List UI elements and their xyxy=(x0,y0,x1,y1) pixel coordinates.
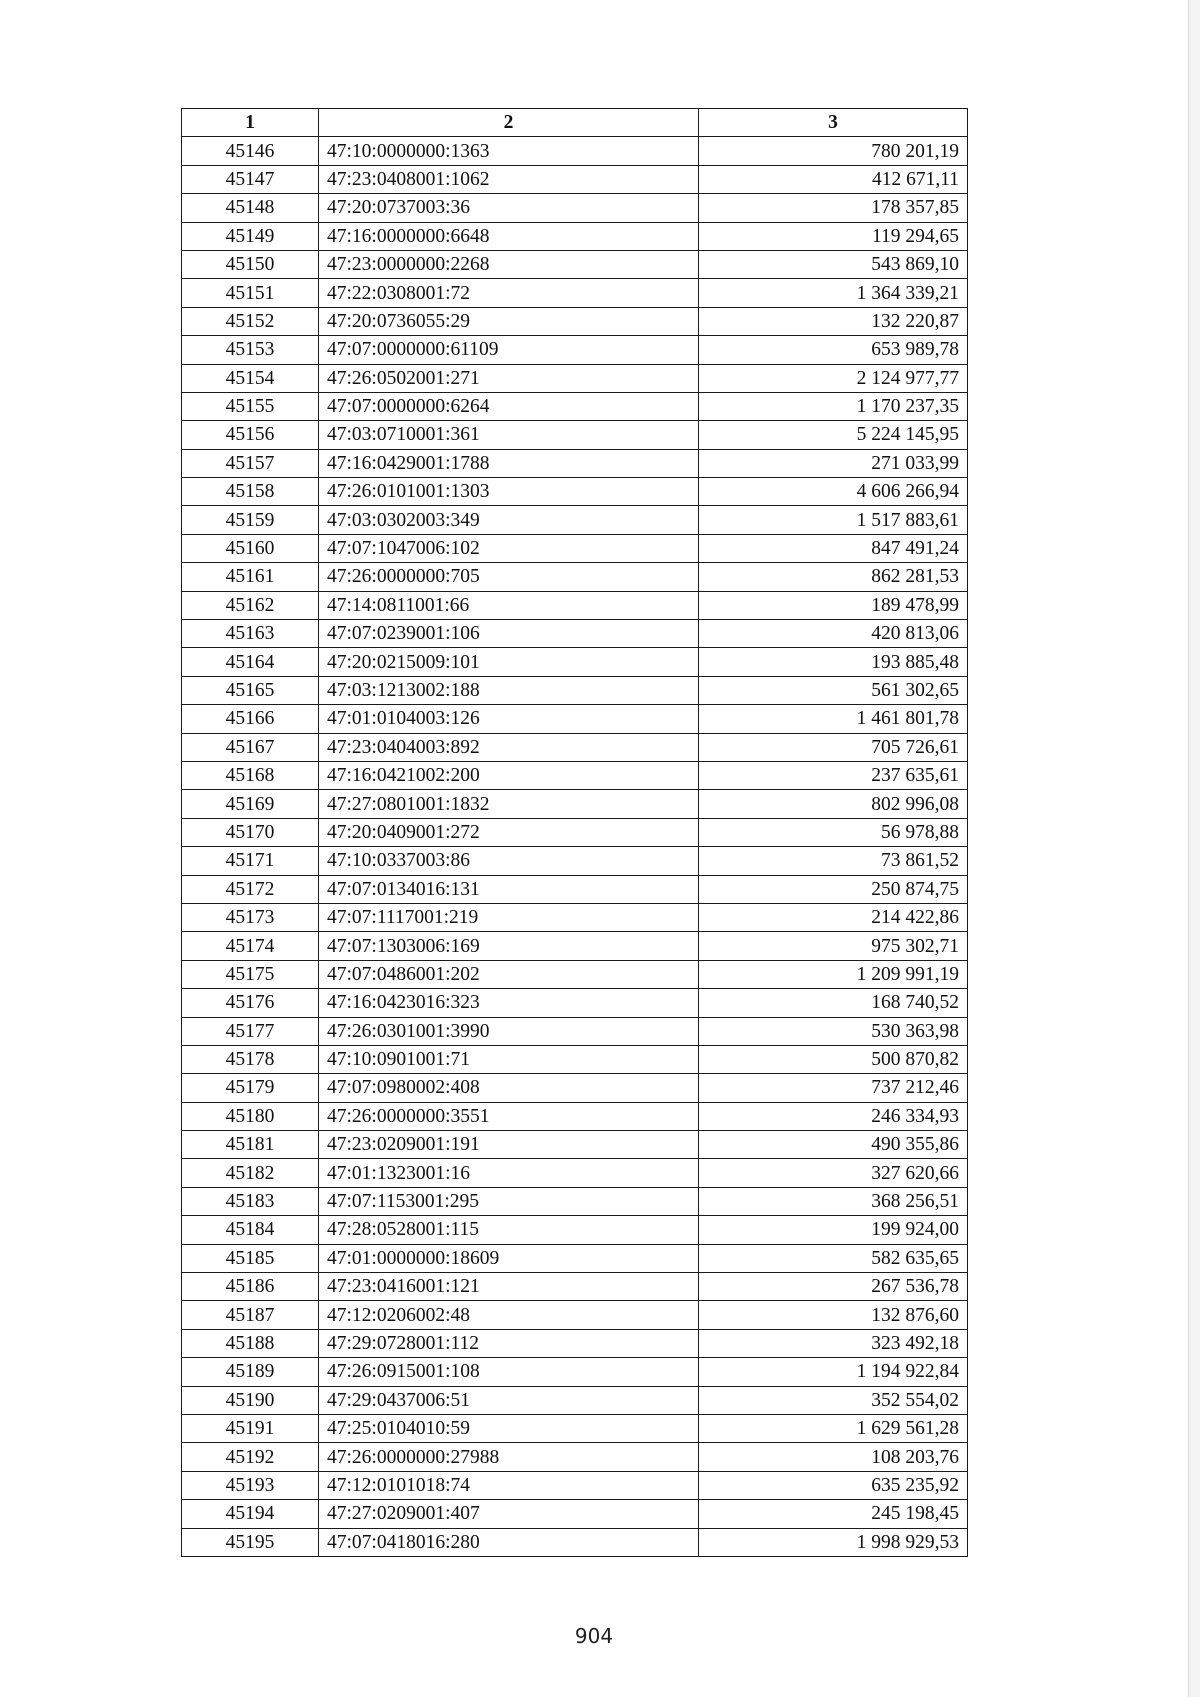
cadastral-number-cell: 47:27:0209001:407 xyxy=(319,1500,699,1528)
cadastral-number-cell: 47:29:0728001:112 xyxy=(319,1329,699,1357)
row-number-cell: 45175 xyxy=(182,960,319,988)
value-cell: 246 334,93 xyxy=(699,1102,968,1130)
cadastral-number-cell: 47:07:1303006:169 xyxy=(319,932,699,960)
table-row xyxy=(182,620,968,648)
value-cell: 1 998 929,53 xyxy=(699,1528,968,1556)
value-cell: 178 357,85 xyxy=(699,194,968,222)
cadastral-number-cell: 47:23:0408001:1062 xyxy=(319,165,699,193)
table-row xyxy=(182,1187,968,1215)
table-body xyxy=(182,137,968,1557)
data-table xyxy=(181,108,968,1557)
table-row xyxy=(182,1017,968,1045)
table-row xyxy=(182,989,968,1017)
cadastral-number-cell: 47:23:0000000:2268 xyxy=(319,250,699,278)
table-row xyxy=(182,1102,968,1130)
table-row xyxy=(182,705,968,733)
row-number-cell: 45182 xyxy=(182,1159,319,1187)
value-cell: 2 124 977,77 xyxy=(699,364,968,392)
value-cell: 368 256,51 xyxy=(699,1187,968,1215)
cadastral-number-cell: 47:14:0811001:66 xyxy=(319,591,699,619)
value-cell: 737 212,46 xyxy=(699,1074,968,1102)
value-cell: 1 461 801,78 xyxy=(699,705,968,733)
table-row xyxy=(182,421,968,449)
value-cell: 245 198,45 xyxy=(699,1500,968,1528)
cadastral-number-cell: 47:07:1153001:295 xyxy=(319,1187,699,1215)
table-row xyxy=(182,534,968,562)
row-number-cell: 45166 xyxy=(182,705,319,733)
column-header-1: 1 xyxy=(182,109,319,137)
table-row xyxy=(182,761,968,789)
table-row xyxy=(182,1358,968,1386)
table-row xyxy=(182,648,968,676)
cadastral-number-cell: 47:23:0416001:121 xyxy=(319,1273,699,1301)
table-row xyxy=(182,1159,968,1187)
value-cell: 327 620,66 xyxy=(699,1159,968,1187)
cadastral-number-cell: 47:26:0000000:705 xyxy=(319,563,699,591)
cadastral-number-cell: 47:20:0737003:36 xyxy=(319,194,699,222)
row-number-cell: 45179 xyxy=(182,1074,319,1102)
table-row xyxy=(182,1500,968,1528)
cadastral-number-cell: 47:20:0736055:29 xyxy=(319,307,699,335)
table-row xyxy=(182,1074,968,1102)
table-row xyxy=(182,847,968,875)
row-number-cell: 45161 xyxy=(182,563,319,591)
cadastral-number-cell: 47:25:0104010:59 xyxy=(319,1414,699,1442)
value-cell: 132 876,60 xyxy=(699,1301,968,1329)
value-cell: 490 355,86 xyxy=(699,1131,968,1159)
row-number-cell: 45167 xyxy=(182,733,319,761)
table-row xyxy=(182,1471,968,1499)
table-row xyxy=(182,1386,968,1414)
row-number-cell: 45172 xyxy=(182,875,319,903)
cadastral-number-cell: 47:10:0000000:1363 xyxy=(319,137,699,165)
table-row xyxy=(182,279,968,307)
value-cell: 582 635,65 xyxy=(699,1244,968,1272)
table-row xyxy=(182,222,968,250)
value-cell: 1 517 883,61 xyxy=(699,506,968,534)
table-row xyxy=(182,392,968,420)
table-row xyxy=(182,1414,968,1442)
table-row xyxy=(182,364,968,392)
row-number-cell: 45163 xyxy=(182,620,319,648)
table-row xyxy=(182,165,968,193)
row-number-cell: 45149 xyxy=(182,222,319,250)
table-row xyxy=(182,478,968,506)
page-number: 904 xyxy=(574,1624,614,1648)
value-cell: 1 170 237,35 xyxy=(699,392,968,420)
cadastral-number-cell: 47:07:0239001:106 xyxy=(319,620,699,648)
row-number-cell: 45171 xyxy=(182,847,319,875)
value-cell: 1 209 991,19 xyxy=(699,960,968,988)
value-cell: 132 220,87 xyxy=(699,307,968,335)
table-row xyxy=(182,250,968,278)
cadastral-number-cell: 47:03:1213002:188 xyxy=(319,676,699,704)
table-row xyxy=(182,563,968,591)
cadastral-number-cell: 47:12:0101018:74 xyxy=(319,1471,699,1499)
value-cell: 119 294,65 xyxy=(699,222,968,250)
row-number-cell: 45188 xyxy=(182,1329,319,1357)
row-number-cell: 45158 xyxy=(182,478,319,506)
value-cell: 862 281,53 xyxy=(699,563,968,591)
table-row xyxy=(182,1528,968,1556)
table-row xyxy=(182,1443,968,1471)
table-row xyxy=(182,903,968,931)
value-cell: 653 989,78 xyxy=(699,336,968,364)
row-number-cell: 45187 xyxy=(182,1301,319,1329)
row-number-cell: 45185 xyxy=(182,1244,319,1272)
table-row xyxy=(182,1329,968,1357)
row-number-cell: 45157 xyxy=(182,449,319,477)
row-number-cell: 45146 xyxy=(182,137,319,165)
row-number-cell: 45194 xyxy=(182,1500,319,1528)
row-number-cell: 45170 xyxy=(182,818,319,846)
cadastral-number-cell: 47:03:0710001:361 xyxy=(319,421,699,449)
cadastral-number-cell: 47:01:0104003:126 xyxy=(319,705,699,733)
vertical-scrollbar[interactable] xyxy=(1188,0,1200,1697)
value-cell: 802 996,08 xyxy=(699,790,968,818)
cadastral-number-cell: 47:07:0000000:6264 xyxy=(319,392,699,420)
row-number-cell: 45164 xyxy=(182,648,319,676)
column-header-2: 2 xyxy=(319,109,699,137)
cadastral-number-cell: 47:16:0429001:1788 xyxy=(319,449,699,477)
cadastral-number-cell: 47:07:1047006:102 xyxy=(319,534,699,562)
cadastral-number-cell: 47:26:0915001:108 xyxy=(319,1358,699,1386)
row-number-cell: 45177 xyxy=(182,1017,319,1045)
table-row xyxy=(182,1301,968,1329)
value-cell: 199 924,00 xyxy=(699,1216,968,1244)
value-cell: 1 364 339,21 xyxy=(699,279,968,307)
row-number-cell: 45176 xyxy=(182,989,319,1017)
row-number-cell: 45168 xyxy=(182,761,319,789)
row-number-cell: 45154 xyxy=(182,364,319,392)
value-cell: 237 635,61 xyxy=(699,761,968,789)
table-row xyxy=(182,449,968,477)
row-number-cell: 45184 xyxy=(182,1216,319,1244)
value-cell: 530 363,98 xyxy=(699,1017,968,1045)
cadastral-number-cell: 47:07:0134016:131 xyxy=(319,875,699,903)
row-number-cell: 45155 xyxy=(182,392,319,420)
value-cell: 108 203,76 xyxy=(699,1443,968,1471)
cadastral-number-cell: 47:23:0404003:892 xyxy=(319,733,699,761)
value-cell: 705 726,61 xyxy=(699,733,968,761)
cadastral-number-cell: 47:23:0209001:191 xyxy=(319,1131,699,1159)
table-row xyxy=(182,591,968,619)
cadastral-number-cell: 47:16:0423016:323 xyxy=(319,989,699,1017)
table-row xyxy=(182,137,968,165)
value-cell: 168 740,52 xyxy=(699,989,968,1017)
cadastral-number-cell: 47:26:0101001:1303 xyxy=(319,478,699,506)
table-row xyxy=(182,960,968,988)
row-number-cell: 45181 xyxy=(182,1131,319,1159)
table-header-row xyxy=(182,109,968,137)
cadastral-number-cell: 47:03:0302003:349 xyxy=(319,506,699,534)
cadastral-number-cell: 47:07:0486001:202 xyxy=(319,960,699,988)
row-number-cell: 45193 xyxy=(182,1471,319,1499)
cadastral-number-cell: 47:26:0000000:3551 xyxy=(319,1102,699,1130)
value-cell: 323 492,18 xyxy=(699,1329,968,1357)
table-row xyxy=(182,818,968,846)
row-number-cell: 45186 xyxy=(182,1273,319,1301)
cadastral-number-cell: 47:10:0337003:86 xyxy=(319,847,699,875)
value-cell: 250 874,75 xyxy=(699,875,968,903)
row-number-cell: 45169 xyxy=(182,790,319,818)
row-number-cell: 45160 xyxy=(182,534,319,562)
cadastral-number-cell: 47:20:0409001:272 xyxy=(319,818,699,846)
row-number-cell: 45148 xyxy=(182,194,319,222)
table-row xyxy=(182,506,968,534)
value-cell: 5 224 145,95 xyxy=(699,421,968,449)
value-cell: 847 491,24 xyxy=(699,534,968,562)
cadastral-number-cell: 47:16:0421002:200 xyxy=(319,761,699,789)
row-number-cell: 45159 xyxy=(182,506,319,534)
value-cell: 352 554,02 xyxy=(699,1386,968,1414)
value-cell: 412 671,11 xyxy=(699,165,968,193)
table-row xyxy=(182,1045,968,1073)
cadastral-number-cell: 47:01:1323001:16 xyxy=(319,1159,699,1187)
cadastral-number-cell: 47:28:0528001:115 xyxy=(319,1216,699,1244)
cadastral-number-cell: 47:29:0437006:51 xyxy=(319,1386,699,1414)
cadastral-number-cell: 47:10:0901001:71 xyxy=(319,1045,699,1073)
value-cell: 420 813,06 xyxy=(699,620,968,648)
value-cell: 543 869,10 xyxy=(699,250,968,278)
cadastral-number-cell: 47:01:0000000:18609 xyxy=(319,1244,699,1272)
value-cell: 975 302,71 xyxy=(699,932,968,960)
cadastral-number-cell: 47:16:0000000:6648 xyxy=(319,222,699,250)
cadastral-number-cell: 47:26:0502001:271 xyxy=(319,364,699,392)
value-cell: 1 194 922,84 xyxy=(699,1358,968,1386)
row-number-cell: 45183 xyxy=(182,1187,319,1215)
cadastral-number-cell: 47:22:0308001:72 xyxy=(319,279,699,307)
row-number-cell: 45173 xyxy=(182,903,319,931)
table-row xyxy=(182,336,968,364)
row-number-cell: 45152 xyxy=(182,307,319,335)
table-row xyxy=(182,676,968,704)
table-row xyxy=(182,932,968,960)
table-row xyxy=(182,1131,968,1159)
value-cell: 1 629 561,28 xyxy=(699,1414,968,1442)
value-cell: 780 201,19 xyxy=(699,137,968,165)
row-number-cell: 45156 xyxy=(182,421,319,449)
row-number-cell: 45178 xyxy=(182,1045,319,1073)
row-number-cell: 45195 xyxy=(182,1528,319,1556)
row-number-cell: 45147 xyxy=(182,165,319,193)
column-header-3: 3 xyxy=(699,109,968,137)
table-row xyxy=(182,1244,968,1272)
value-cell: 193 885,48 xyxy=(699,648,968,676)
table-row xyxy=(182,307,968,335)
cadastral-number-cell: 47:07:1117001:219 xyxy=(319,903,699,931)
table-row xyxy=(182,1216,968,1244)
value-cell: 4 606 266,94 xyxy=(699,478,968,506)
table-row xyxy=(182,1273,968,1301)
cadastral-number-cell: 47:20:0215009:101 xyxy=(319,648,699,676)
cadastral-number-cell: 47:07:0980002:408 xyxy=(319,1074,699,1102)
value-cell: 271 033,99 xyxy=(699,449,968,477)
value-cell: 56 978,88 xyxy=(699,818,968,846)
row-number-cell: 45153 xyxy=(182,336,319,364)
value-cell: 561 302,65 xyxy=(699,676,968,704)
value-cell: 267 536,78 xyxy=(699,1273,968,1301)
cadastral-number-cell: 47:07:0000000:61109 xyxy=(319,336,699,364)
row-number-cell: 45191 xyxy=(182,1414,319,1442)
row-number-cell: 45151 xyxy=(182,279,319,307)
row-number-cell: 45150 xyxy=(182,250,319,278)
row-number-cell: 45190 xyxy=(182,1386,319,1414)
row-number-cell: 45192 xyxy=(182,1443,319,1471)
row-number-cell: 45189 xyxy=(182,1358,319,1386)
value-cell: 214 422,86 xyxy=(699,903,968,931)
value-cell: 189 478,99 xyxy=(699,591,968,619)
value-cell: 635 235,92 xyxy=(699,1471,968,1499)
row-number-cell: 45174 xyxy=(182,932,319,960)
value-cell: 500 870,82 xyxy=(699,1045,968,1073)
table-row xyxy=(182,875,968,903)
row-number-cell: 45180 xyxy=(182,1102,319,1130)
table-row xyxy=(182,790,968,818)
cadastral-number-cell: 47:12:0206002:48 xyxy=(319,1301,699,1329)
row-number-cell: 45162 xyxy=(182,591,319,619)
row-number-cell: 45165 xyxy=(182,676,319,704)
table-row xyxy=(182,194,968,222)
value-cell: 73 861,52 xyxy=(699,847,968,875)
table-row xyxy=(182,733,968,761)
cadastral-number-cell: 47:27:0801001:1832 xyxy=(319,790,699,818)
cadastral-number-cell: 47:26:0301001:3990 xyxy=(319,1017,699,1045)
cadastral-number-cell: 47:07:0418016:280 xyxy=(319,1528,699,1556)
cadastral-number-cell: 47:26:0000000:27988 xyxy=(319,1443,699,1471)
